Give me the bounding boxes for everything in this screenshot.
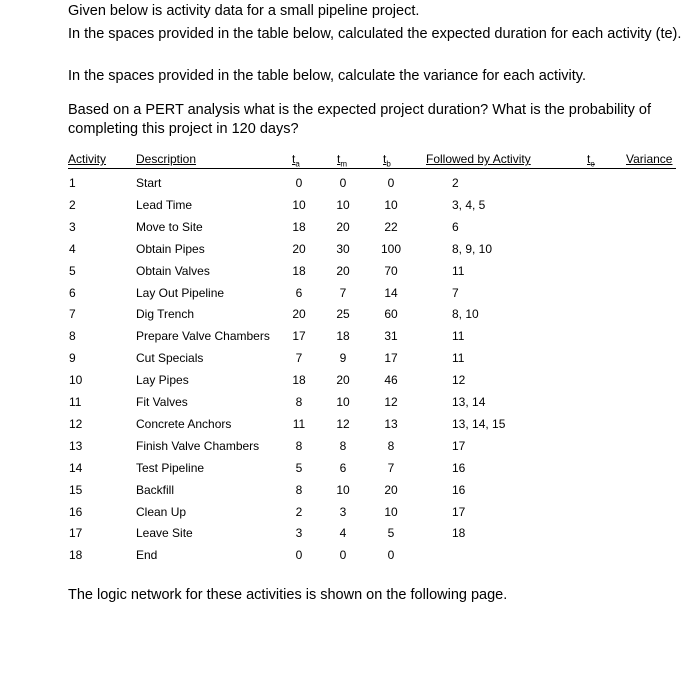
activity-cell: 17 xyxy=(69,526,83,540)
activity-cell: 16 xyxy=(69,505,83,519)
tm-cell: 25 xyxy=(336,307,350,321)
header-tb-sub: b xyxy=(386,159,391,169)
description-cell: Start xyxy=(136,176,162,190)
ta-cell: 5 xyxy=(295,461,303,475)
followed-by-cell: 12 xyxy=(452,373,466,387)
activity-cell: 1 xyxy=(69,176,76,190)
description-cell: Prepare Valve Chambers xyxy=(136,329,270,343)
header-followed-by: Followed by Activity xyxy=(426,152,531,166)
description-cell: Lead Time xyxy=(136,198,193,212)
header-activity: Activity xyxy=(68,152,107,166)
tb-cell: 7 xyxy=(387,461,395,475)
header-description: Description xyxy=(136,152,197,166)
tb-cell: 14 xyxy=(384,286,398,300)
description-cell: End xyxy=(136,548,158,562)
description-cell: Test Pipeline xyxy=(136,461,205,475)
footer-note: The logic network for these activities is shown on the following page. xyxy=(68,587,508,603)
tm-cell: 10 xyxy=(336,483,350,497)
tb-cell: 13 xyxy=(384,417,398,431)
description-cell: Concrete Anchors xyxy=(136,417,232,431)
followed-by-cell: 8, 9, 10 xyxy=(452,242,493,256)
followed-by-cell: 7 xyxy=(452,286,459,300)
ta-cell: 3 xyxy=(295,526,303,540)
header-te xyxy=(587,152,595,168)
tm-cell: 3 xyxy=(339,505,347,519)
header-tm-t: t xyxy=(337,152,341,166)
tb-cell: 20 xyxy=(384,483,398,497)
description-cell: Move to Site xyxy=(136,220,203,234)
tb-cell: 70 xyxy=(384,264,398,278)
description-cell: Cut Specials xyxy=(136,351,204,365)
tm-cell: 10 xyxy=(336,198,350,212)
ta-cell: 17 xyxy=(292,329,306,343)
description-cell: Lay Out Pipeline xyxy=(136,286,225,300)
ta-cell: 8 xyxy=(295,439,303,453)
intro-line-3: In the spaces provided in the table below, calculate the variance for each activity. xyxy=(68,68,587,84)
tb-cell: 60 xyxy=(384,307,398,321)
header-tm xyxy=(337,152,347,168)
followed-by-cell: 17 xyxy=(452,505,466,519)
tm-cell: 20 xyxy=(336,220,350,234)
followed-by-cell: 11 xyxy=(452,351,465,365)
tm-cell: 18 xyxy=(336,329,350,343)
tb-cell: 5 xyxy=(387,526,395,540)
activity-cell: 5 xyxy=(69,264,76,278)
tm-cell: 20 xyxy=(336,373,350,387)
tb-cell: 8 xyxy=(387,439,395,453)
tm-cell: 30 xyxy=(336,242,350,256)
followed-by-cell: 3, 4, 5 xyxy=(452,198,486,212)
tb-cell: 17 xyxy=(384,351,398,365)
tm-cell: 9 xyxy=(339,351,347,365)
followed-by-cell: 13, 14, 15 xyxy=(452,417,506,431)
activity-cell: 18 xyxy=(69,548,83,562)
tm-cell: 0 xyxy=(339,176,347,190)
followed-by-cell: 13, 14 xyxy=(452,395,486,409)
activity-cell: 7 xyxy=(69,307,76,321)
ta-cell: 6 xyxy=(295,286,303,300)
followed-by-cell: 16 xyxy=(452,461,466,475)
followed-by-cell: 16 xyxy=(452,483,466,497)
ta-cell: 10 xyxy=(292,198,306,212)
activity-cell: 6 xyxy=(69,286,76,300)
ta-cell: 18 xyxy=(292,220,306,234)
activity-cell: 13 xyxy=(69,439,83,453)
header-tb xyxy=(383,152,391,168)
header-tb-t: t xyxy=(383,152,387,166)
tb-cell: 10 xyxy=(384,198,398,212)
tb-cell: 100 xyxy=(380,242,402,256)
tb-cell: 10 xyxy=(384,505,398,519)
tm-cell: 12 xyxy=(336,417,350,431)
header-te-sub: e xyxy=(590,159,595,169)
ta-cell: 20 xyxy=(292,242,306,256)
header-rule xyxy=(68,168,676,169)
description-cell: Dig Trench xyxy=(136,307,195,321)
activity-cell: 4 xyxy=(69,242,76,256)
activity-cell: 8 xyxy=(69,329,76,343)
ta-cell: 8 xyxy=(295,483,303,497)
tm-cell: 10 xyxy=(336,395,350,409)
tb-cell: 12 xyxy=(384,395,398,409)
tm-cell: 6 xyxy=(339,461,347,475)
ta-cell: 2 xyxy=(295,505,303,519)
followed-by-cell: 18 xyxy=(452,526,466,540)
activity-cell: 2 xyxy=(69,198,76,212)
ta-cell: 0 xyxy=(295,176,303,190)
ta-cell: 7 xyxy=(295,351,303,365)
activity-cell: 14 xyxy=(69,461,83,475)
followed-by-cell: 2 xyxy=(452,176,459,190)
header-ta xyxy=(292,152,300,168)
tm-cell: 0 xyxy=(339,548,347,562)
description-cell: Backfill xyxy=(136,483,175,497)
followed-by-cell: 8, 10 xyxy=(452,307,479,321)
header-ta-t: t xyxy=(292,152,296,166)
tm-cell: 7 xyxy=(339,286,347,300)
header-tm-sub: m xyxy=(340,159,348,169)
intro-line-2: In the spaces provided in the table below, calculated the expected duration for each activity (te). xyxy=(68,26,682,42)
ta-cell: 20 xyxy=(292,307,306,321)
tb-cell: 46 xyxy=(384,373,398,387)
activity-cell: 12 xyxy=(69,417,83,431)
description-cell: Lay Pipes xyxy=(136,373,189,387)
tm-cell: 4 xyxy=(339,526,347,540)
description-cell: Obtain Pipes xyxy=(136,242,205,256)
ta-cell: 11 xyxy=(292,417,306,431)
description-cell: Obtain Valves xyxy=(136,264,210,278)
activity-cell: 10 xyxy=(69,373,83,387)
followed-by-cell: 11 xyxy=(452,264,465,278)
tb-cell: 31 xyxy=(384,329,398,343)
pert-question: Based on a PERT analysis what is the expected project duration? What is the probability of completing this project in 120 days? xyxy=(68,102,652,137)
description-cell: Leave Site xyxy=(136,526,193,540)
header-variance: Variance xyxy=(626,152,673,166)
ta-cell: 18 xyxy=(292,264,306,278)
followed-by-cell: 11 xyxy=(452,329,465,343)
ta-cell: 0 xyxy=(295,548,303,562)
ta-cell: 8 xyxy=(295,395,303,409)
followed-by-cell: 6 xyxy=(452,220,459,234)
activity-cell: 9 xyxy=(69,351,76,365)
tm-cell: 8 xyxy=(339,439,347,453)
header-te-t: t xyxy=(587,152,591,166)
description-cell: Fit Valves xyxy=(136,395,188,409)
activity-cell: 15 xyxy=(69,483,83,497)
intro-line-1: Given below is activity data for a small pipeline project. xyxy=(68,3,420,19)
tb-cell: 22 xyxy=(384,220,398,234)
activity-cell: 3 xyxy=(69,220,76,234)
activity-cell: 11 xyxy=(69,395,82,409)
tb-cell: 0 xyxy=(387,176,395,190)
ta-cell: 18 xyxy=(292,373,306,387)
header-ta-sub: a xyxy=(295,159,300,169)
description-cell: Finish Valve Chambers xyxy=(136,439,260,453)
tb-cell: 0 xyxy=(387,548,395,562)
description-cell: Clean Up xyxy=(136,505,187,519)
followed-by-cell: 17 xyxy=(452,439,466,453)
tm-cell: 20 xyxy=(336,264,350,278)
